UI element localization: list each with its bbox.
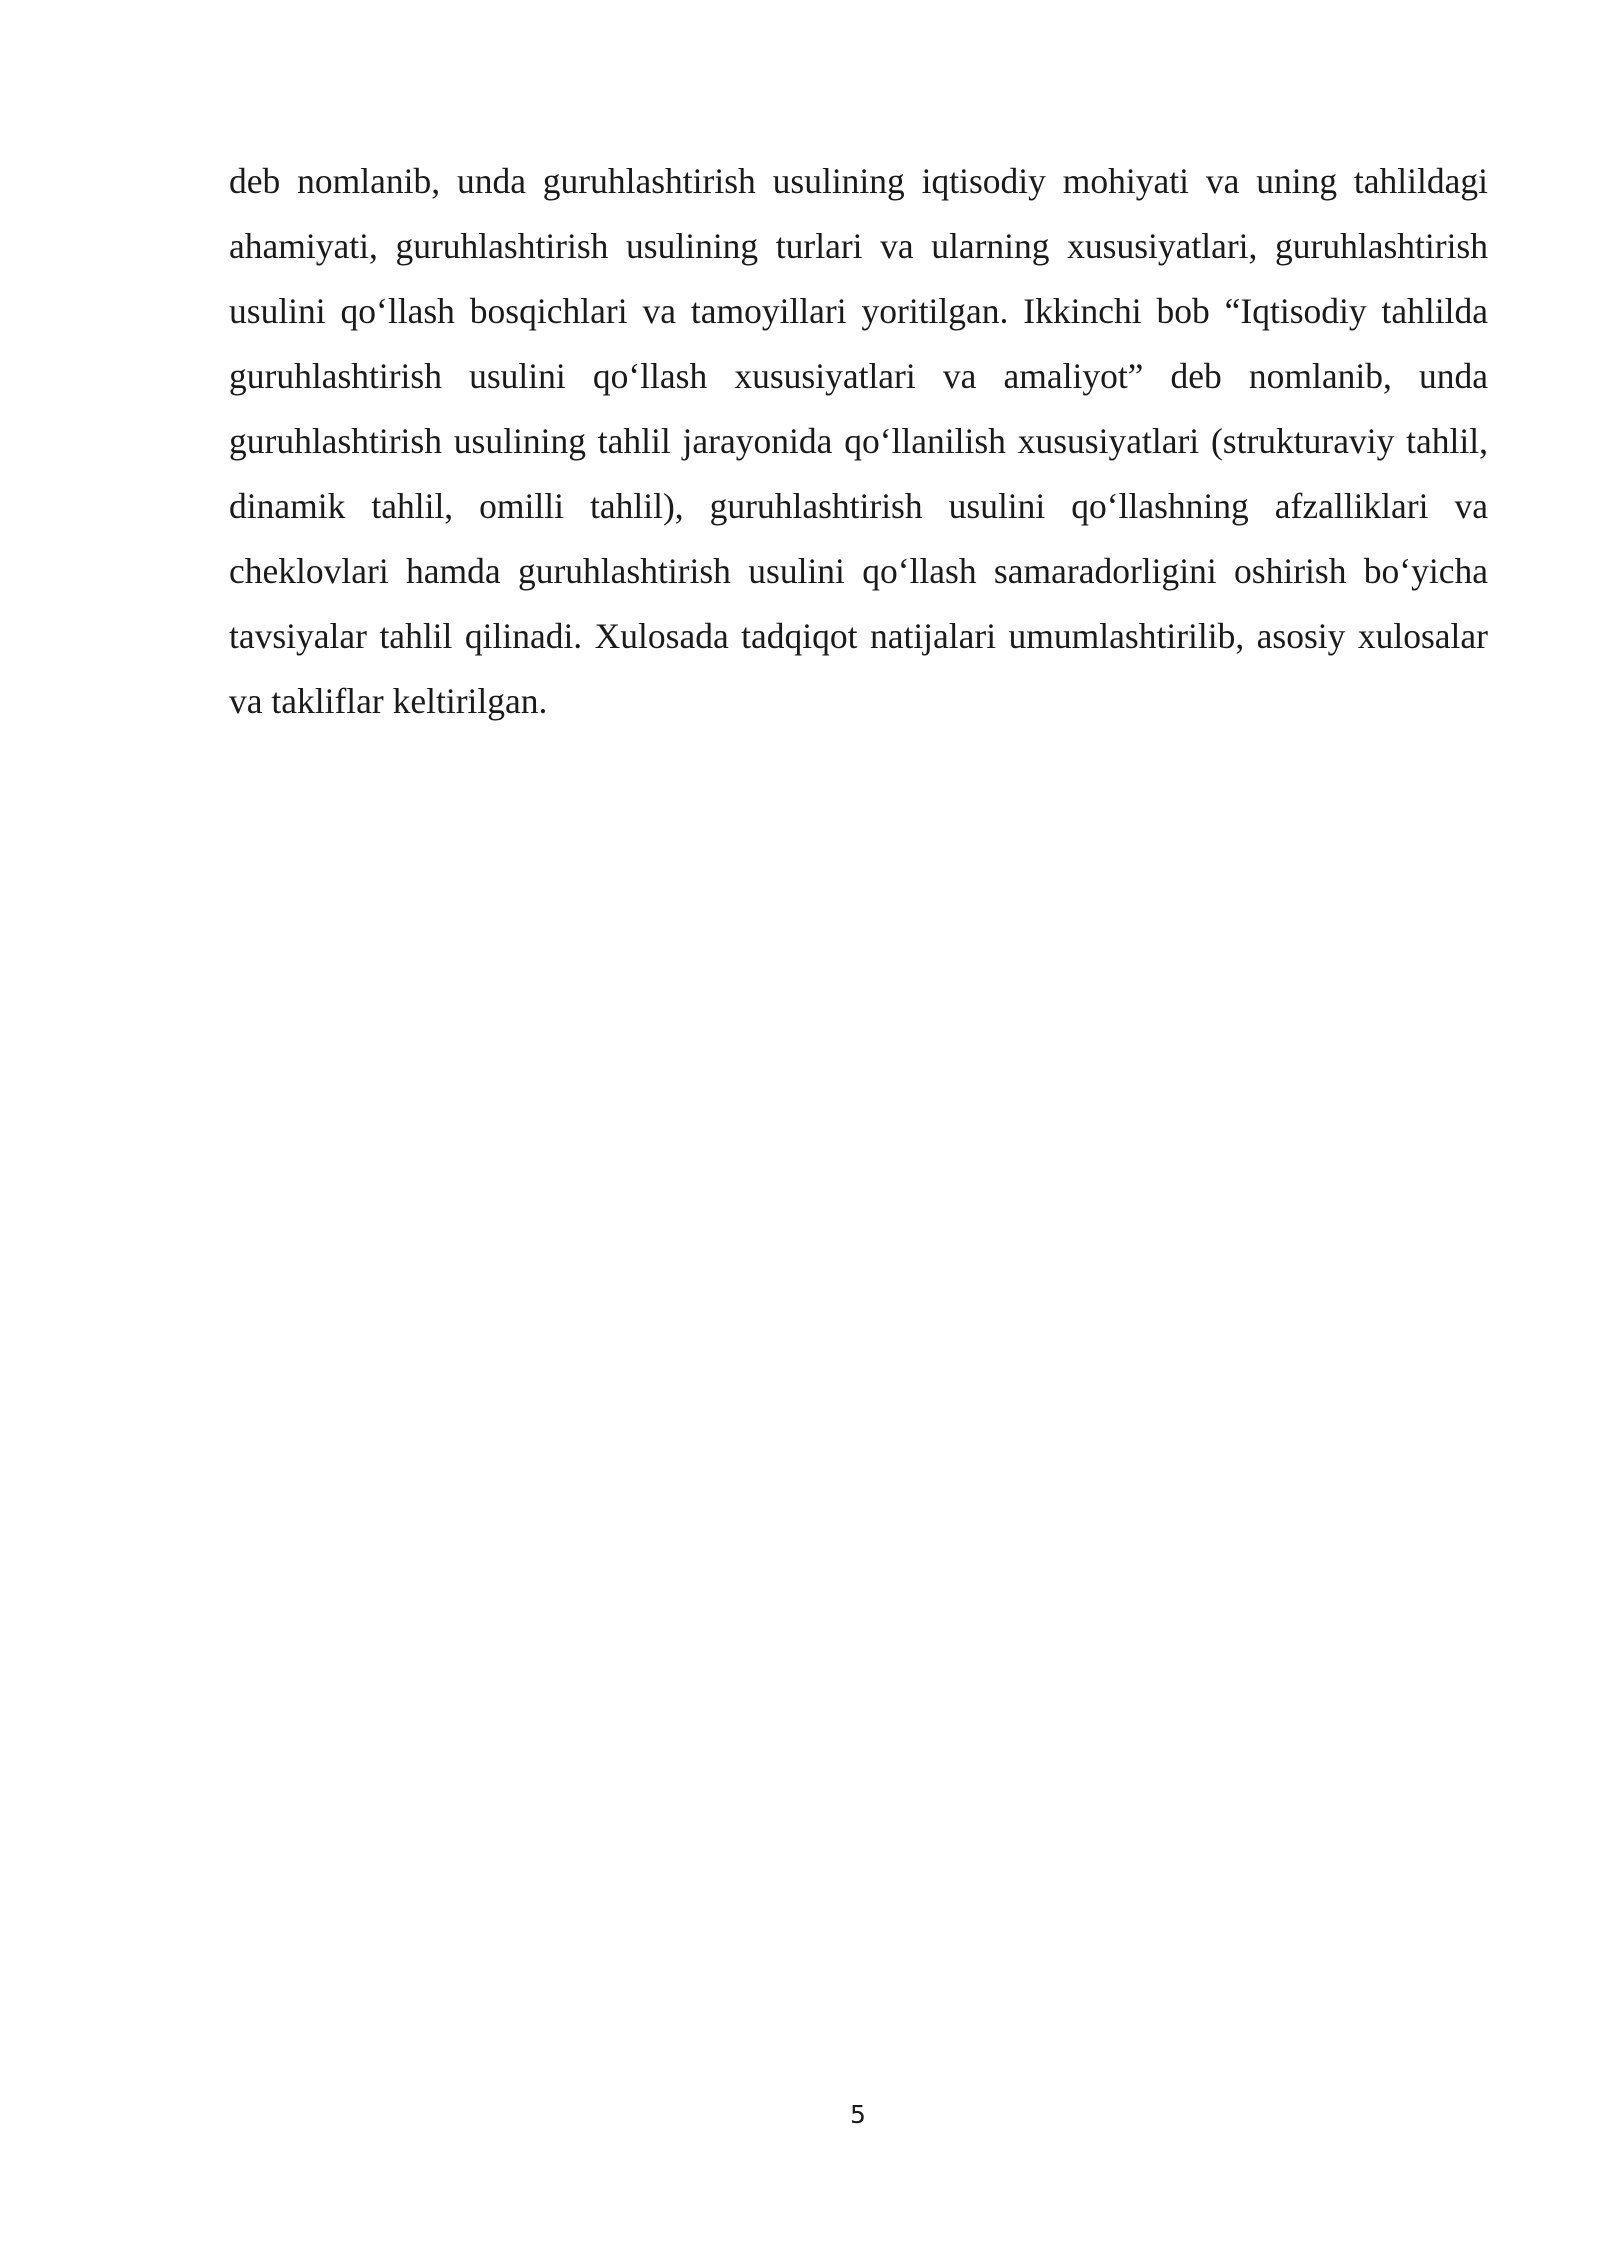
body-paragraph: deb nomlanib, unda guruhlashtirish usulining iqtisodiy mohiyati va uning tahlildagi ahamiyati, guruhlashtirish usulining turlari va ularning xususiyatlari, guruhlashtirish usulini qo‘llash bosqichlari va tamoyillari yoritilgan. Ikkinchi bob “Iqtisodiy tahlilda guruhlashtirish usulini qo‘llash xususiyatlari va amaliyot” deb nomlanib, unda guruhlashtirish usulining tahlil jarayonida qo‘llanilish xususiyatlari (strukturaviy tahlil, dinamik tahlil, omilli tahlil), guruhlashtirish usulini qo‘llashning afzalliklari va cheklovlari hamda guruhlashtirish usulini qo‘llash samaradorligini oshirish bo‘yicha tavsiyalar tahlil qilinadi. Xulosada tadqiqot natijalari umumlashtirilib, asosiy xulosalar va takliflar keltirilgan. — [229, 161, 1488, 721]
page-number: 5 — [850, 2100, 866, 2129]
